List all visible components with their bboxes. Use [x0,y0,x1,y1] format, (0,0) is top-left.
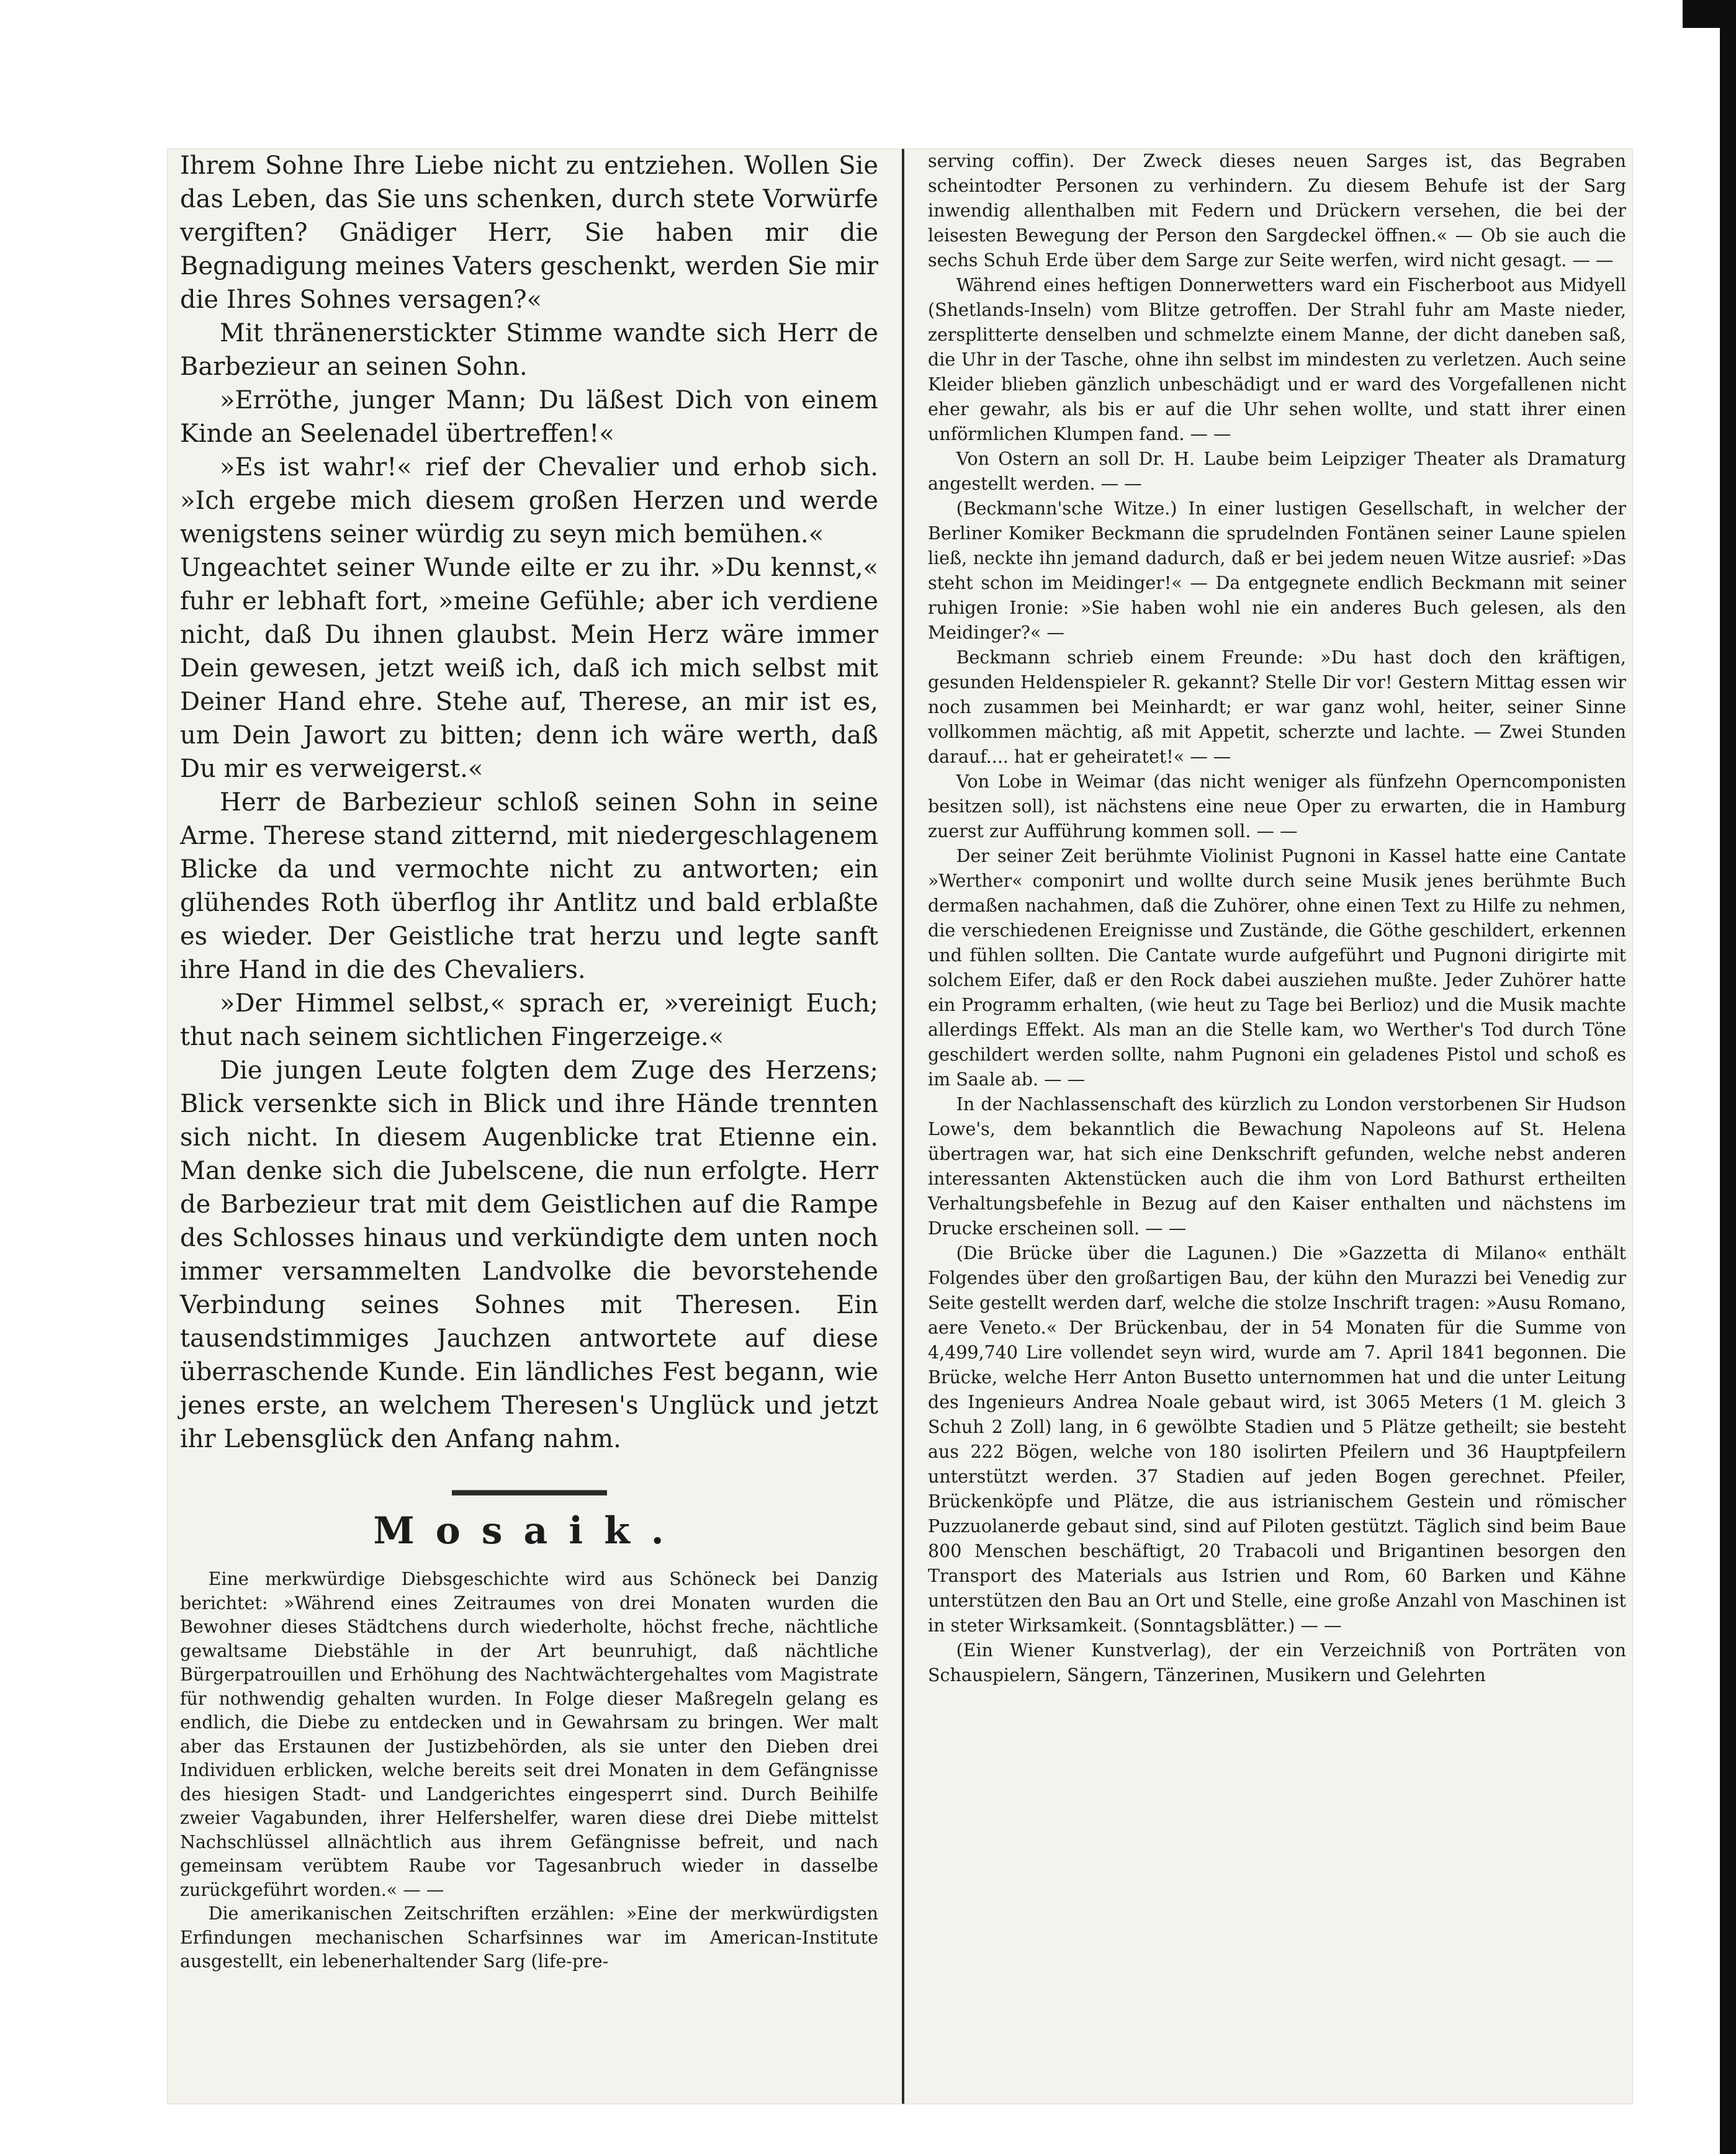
paragraph: Eine merkwürdige Diebsgeschichte wird aus Schöneck bei Danzig berichtet: »Während eines Zeitraumes von drei Monaten wurden die Bewohner dieses Städtchens durch wiederholte, höchst freche, nächtliche gewaltsame Diebstähle in der Art beunruhigt, daß nächtliche Bürgerpatrouillen und Erhöhung des Nachtwächtergehaltes vom Magistrate für nothwendig gehalten wurden. In Folge dieser Maßregeln gelang es endlich, die Diebe zu entdecken und in Gewahrsam zu bringen. Wer malt aber das Erstaunen der Justizbehörden, als sie unter den Dieben drei Individuen erblicken, welche bereits seit drei Monaten in dem Gefängnisse des hiesigen Stadt- und Landgerichtes eingesperrt sind. Durch Beihilfe zweier Vagabunden, ihrer Helfershelfer, waren diese drei Diebe mittelst Nachschlüssel allnächtlich aus ihrem Gefängnisse befreit, und nach gemeinsam verübtem Raube vor Tagesanbruch wieder in dasselbe zurückgeführt worden.« — — [180,1569,878,1900]
paragraph: Die amerikanischen Zeitschriften erzählen: »Eine der merkwürdigsten Erfindungen mechanischen Scharfsinnes war im American-Institute ausgestellt, ein lebenerhaltender Sarg (life-pre- [180,1903,878,1972]
paragraph: Beckmann schrieb einem Freunde: »Du hast doch den kräftigen, gesunden Heldenspieler R. gekannt? Stelle Dir vor! Gestern Mittag essen wir noch zusammen bei Meinhardt; er war ganz wohl, heiter, seiner Sinne vollkommen mächtig, aß mit Appetit, scherzte und lachte. — Zwei Stunden darauf.... hat er geheiratet!« — — [928,647,1626,767]
paragraph: »Erröthe, junger Mann; Du läßest Dich von einem Kinde an Seelenadel übertreffen!« [180,386,878,448]
paragraph: Von Lobe in Weimar (das nicht weniger als fünfzehn Operncomponisten besitzen soll), ist nächstens eine neue Oper zu erwarten, die in Hamburg zuerst zur Aufführung kommen soll. — — [928,771,1626,841]
paragraph: Mit thränenerstickter Stimme wandte sich Herr de Barbezieur an seinen Sohn. [180,319,878,381]
paragraph: »Es ist wahr!« rief der Chevalier und erhob sich. »Ich ergebe mich diesem großen Herzen und werde wenigstens seiner würdig zu seyn mich bemühen.« [180,453,878,549]
scan-edge-right [1720,0,1736,2154]
paragraph: (Die Brücke über die Lagunen.) Die »Gazzetta di Milano« enthält Folgendes über den großartigen Bau, der kühn den Murazzi bei Venedig zur Seite gestellt werden darf, welche die stolze Inschrift tragen: »Ausu Romano, aere Veneto.« Der Brückenbau, der in 54 Monaten für die Summe von 4,499,740 Lire vollendet seyn wird, wurde am 7. April 1841 begonnen. Die Brücke, welche Herr Anton Busetto unternommen hat und die unter Leitung des Ingenieurs Andrea Noale gebaut wird, ist 3065 Meters (1 M. gleich 3 Schuh 2 Zoll) lang, in 6 gewölbte Stadien und 5 Plätze getheilt; sie besteht aus 222 Bögen, welche von 180 isolirten Pfeilern und 36 Hauptpfeilern unterstützt werden. 37 Stadien auf jeden Bogen gerechnet. Pfeiler, Brückenköpfe und Plätze, die aus istrianischem Gestein und römischer Puzzuolanerde gebaut sind, sind auf Piloten gestützt. Täglich sind beim Baue 800 Menschen beschäftigt, 20 Trabacoli und Brigantinen besorgen den Transport des Materials aus Istrien und Rom, 60 Barken und Kähne unterstützen den Bau an Ort und Stelle, eine große Anzahl von Maschinen ist in steter Wirksamkeit. (Sonntagsblätter.) — — [928,1243,1626,1636]
paragraph: Herr de Barbezieur schloß seinen Sohn in seine Arme. Therese stand zitternd, mit niedergeschlagenem Blicke da und vermochte nicht zu antworten; ein glühendes Roth überflog ihr Antlitz und bald erblaßte es wieder. Der Geistliche trat herzu und legte sanft ihre Hand in die des Chevaliers. [180,788,878,984]
paragraph: »Der Himmel selbst,« sprach er, »vereinigt Euch; thut nach seinem sichtlichen Fingerzeige.« [180,989,878,1051]
column-rule [902,149,904,2104]
section-divider [452,1490,607,1496]
scan-edge-top [1683,0,1720,28]
newspaper-page [168,149,1632,2104]
paragraph: Von Ostern an soll Dr. H. Laube beim Leipziger Theater als Dramaturg angestellt werden. — — [928,449,1626,494]
paragraph: Ihrem Sohne Ihre Liebe nicht zu entziehen. Wollen Sie das Leben, das Sie uns schenken, durch stete Vorwürfe vergiften? Gnädiger Herr, Sie haben mir die Begnadigung meines Vaters geschenkt, werden Sie mir die Ihres Sohnes versagen?« [180,151,878,314]
right-column [928,149,1626,1688]
paragraph: Ungeachtet seiner Wunde eilte er zu ihr. »Du kennst,« fuhr er lebhaft fort, »meine Gefühle; aber ich verdiene nicht, daß Du ihnen glaubst. Mein Herz wäre immer Dein gewesen, jetzt weiß ich, daß ich mich selbst mit Deiner Hand ehre. Stehe auf, Therese, an mir ist es, um Dein Jawort zu bitten; denn ich wäre werth, daß Du mir es verweigerst.« [180,554,878,783]
paragraph: Die jungen Leute folgten dem Zuge des Herzens; Blick versenkte sich in Blick und ihre Hände trennten sich nicht. In diesem Augenblicke trat Etienne ein. Man denke sich die Jubelscene, die nun erfolgte. Herr de Barbezieur trat mit dem Geistlichen auf die Rampe des Schlosses hinaus und verkündigte dem unten noch immer versammelten Landvolke die bevorstehende Verbindung seines Sohnes mit Theresen. Ein tausendstimmiges Jauchzen antwortete auf diese überraschende Kunde. Ein ländliches Fest begann, wie jenes erste, an welchem Theresen's Unglück und jetzt ihr Lebensglück den Anfang nahm. [180,1056,878,1453]
section-title: Mosaik. [373,1509,685,1553]
paragraph: (Ein Wiener Kunstverlag), der ein Verzeichniß von Porträten von Schauspielern, Sängern, Tänzerinen, Musikern und Gelehrten [928,1640,1626,1685]
paragraph: Der seiner Zeit berühmte Violinist Pugnoni in Kassel hatte eine Cantate »Werther« componirt und wollte durch seine Musik jenes berühmte Buch dermaßen nachahmen, daß die Zuhörer, ohne einen Text zu Hilfe zu nehmen, die verschiedenen Ereignisse und Zustände, die Göthe geschildert, erkennen und fühlen sollten. Die Cantate wurde aufgeführt und Pugnoni dirigirte mit solchem Eifer, daß er den Rock dabei ausziehen mußte. Jeder Zuhörer hatte ein Programm erhalten, (wie heut zu Tage bei Berlioz) und die Musik machte allerdings Effekt. Als man an die Stelle kam, wo Werther's Tod durch Töne geschildert werden sollte, nahm Pugnoni ein geladenes Pistol und schoß es im Saale ab. — — [928,846,1626,1090]
paragraph: (Beckmann'sche Witze.) In einer lustigen Gesellschaft, in welcher der Berliner Komiker Beckmann die sprudelnden Fontänen seiner Laune spielen ließ, neckte ihn jemand dadurch, daß er bei jedem neuen Witze ausrief: »Das steht schon im Meidinger!« — Da entgegnete endlich Beckmann mit seiner ruhigen Ironie: »Sie haben wohl nie ein anderes Buch gelesen, als den Meidinger?« — [928,498,1626,643]
paragraph: Während eines heftigen Donnerwetters ward ein Fischerboot aus Midyell (Shetlands-Inseln) vom Blitze getroffen. Der Strahl fuhr am Maste nieder, zersplitterte denselben und schmelzte einem Manne, der dicht daneben saß, die Uhr in der Tasche, ohne ihn selbst im mindesten zu verletzen. Auch seine Kleider blieben gänzlich unbeschädigt und er ward des Vorgefallenen nicht eher gewahr, als bis er auf die Uhr sehen wollte, und statt ihrer einen unförmlichen Klumpen fand. — — [928,275,1626,444]
paragraph: In der Nachlassenschaft des kürzlich zu London verstorbenen Sir Hudson Lowe's, dem bekanntlich die Bewachung Napoleons auf St. Helena übertragen war, hat sich eine Denkschrift gefunden, welche nebst anderen interessanten Aktenstücken auch die ihm von Lord Bathurst ertheilten Verhaltungsbefehle in Bezug auf den Kaiser enthalten und nächstens im Drucke erscheinen soll. — — [928,1094,1626,1239]
paragraph: serving coffin). Der Zweck dieses neuen Sarges ist, das Begraben scheintodter Personen zu verhindern. Zu diesem Behufe ist der Sarg inwendig allenthalben mit Federn und Drückern versehen, die bei der leisesten Bewegung der Person den Sargdeckel öffnen.« — Ob sie auch die sechs Schuh Erde über dem Sarge zur Seite werfen, wird nicht gesagt. — — [928,151,1626,271]
left-column [180,149,878,1974]
